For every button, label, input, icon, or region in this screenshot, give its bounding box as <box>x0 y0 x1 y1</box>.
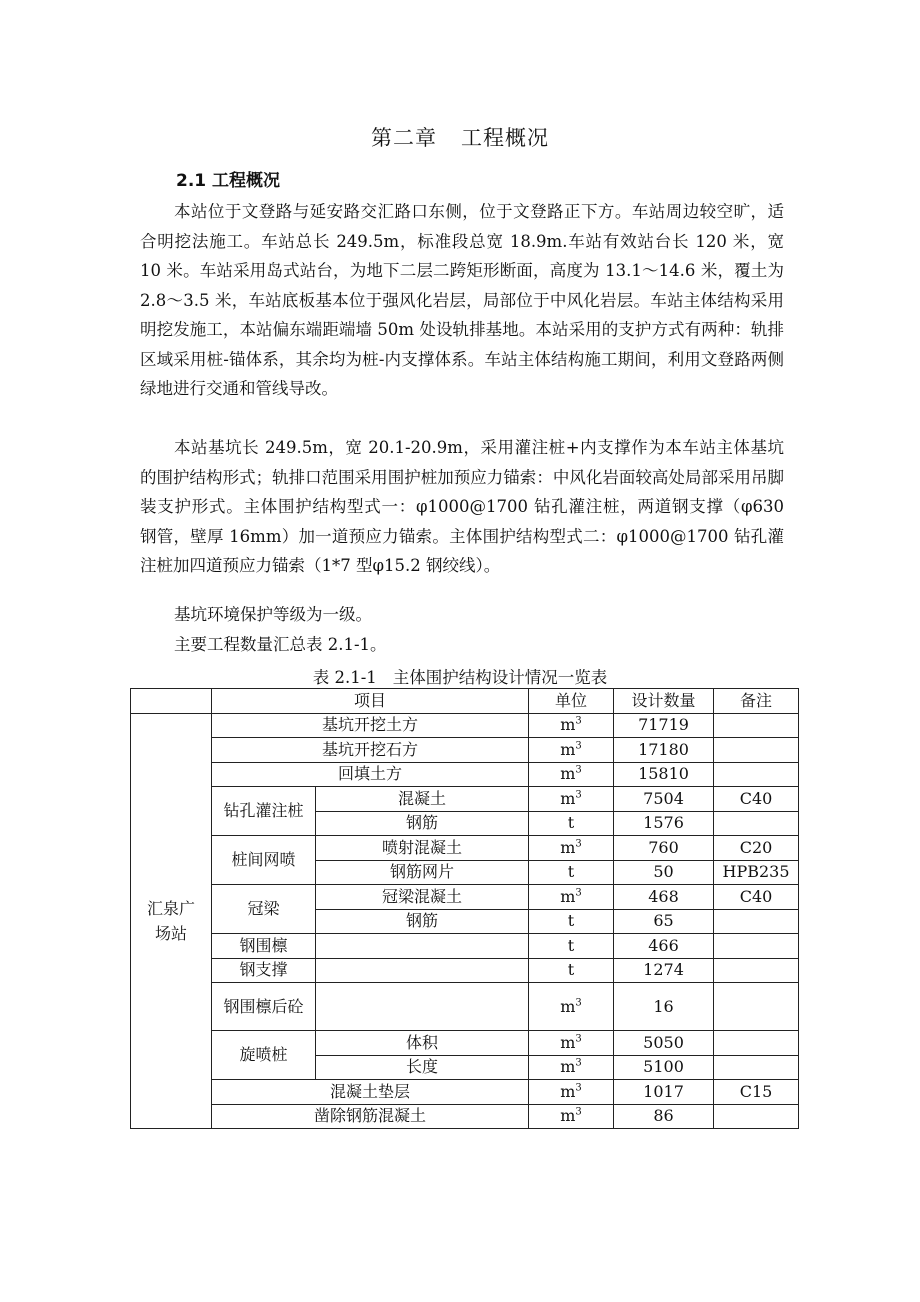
group-cell: 旋喷桩 <box>212 1031 316 1080</box>
unit-cell: $m^3$ <box>529 1031 614 1056</box>
item-cell: 凿除钢筋混凝土 <box>212 1104 529 1129</box>
subitem-cell: 钢筋 <box>316 909 529 934</box>
remark-cell: C15 <box>714 1080 799 1105</box>
header-unit: 单位 <box>529 689 614 714</box>
quantity-cell: 760 <box>614 836 714 861</box>
paragraph-protection-level <box>140 600 784 630</box>
item-cell: 回填土方 <box>212 762 529 787</box>
paragraph-overview <box>140 197 784 404</box>
subitem-cell: 钢筋 <box>316 811 529 836</box>
group-cell: 钢支撑 <box>212 958 316 983</box>
table-row <box>131 738 799 763</box>
quantity-cell: 468 <box>614 885 714 910</box>
remark-cell <box>714 958 799 983</box>
subitem-cell <box>316 983 529 1031</box>
group-cell: 桩间网喷 <box>212 836 316 885</box>
table-row <box>131 1104 799 1129</box>
table-row <box>131 762 799 787</box>
remark-cell: C40 <box>714 787 799 812</box>
quantity-cell: 1017 <box>614 1080 714 1105</box>
table-row <box>131 787 799 812</box>
unit-cell: $m^3$ <box>529 762 614 787</box>
quantity-cell: 5050 <box>614 1031 714 1056</box>
remark-cell <box>714 1031 799 1056</box>
remark-cell <box>714 713 799 738</box>
unit-cell: t <box>529 934 614 959</box>
remark-cell <box>714 1055 799 1080</box>
unit-cell: $m^3$ <box>529 1055 614 1080</box>
subitem-cell <box>316 958 529 983</box>
header-quantity: 设计数量 <box>614 689 714 714</box>
group-cell: 冠梁 <box>212 885 316 934</box>
remark-cell <box>714 909 799 934</box>
station-name-cell: 汇泉广场站 <box>131 713 212 1129</box>
subitem-cell <box>316 934 529 959</box>
remark-cell <box>714 762 799 787</box>
quantity-summary-table <box>130 688 799 1129</box>
group-cell: 钢围檩 <box>212 934 316 959</box>
header-remark: 备注 <box>714 689 799 714</box>
table-row <box>131 1031 799 1056</box>
subitem-cell: 混凝土 <box>316 787 529 812</box>
remark-cell <box>714 934 799 959</box>
unit-cell: $m^3$ <box>529 787 614 812</box>
paragraph-text: 本站基坑长 249.5m，宽 20.1-20.9m，采用灌注桩+内支撑作为本车站主体基坑的围护结构形式；轨排口范围采用围护桩加预应力锚索：中风化岩面较高处局部采用吊脚装支护形式。主体围护结构型式一：φ1000@1700 钻孔灌注桩，两道钢支撑（φ630 钢管，壁厚 16mm）加一道预应力锚索。主体围护结构型式二：φ1000@1700 钻孔灌注桩加四道预应力锚索（1*7 型φ15.2 钢绞线）。 <box>140 438 784 575</box>
item-cell: 基坑开挖土方 <box>212 713 529 738</box>
quantity-cell: 50 <box>614 860 714 885</box>
quantity-cell: 86 <box>614 1104 714 1129</box>
unit-cell: $m^3$ <box>529 738 614 763</box>
unit-cell: $m^3$ <box>529 836 614 861</box>
group-cell: 钢围檩后砼 <box>212 983 316 1031</box>
quantity-cell: 1274 <box>614 958 714 983</box>
unit-cell: $m^3$ <box>529 1080 614 1105</box>
quantity-cell: 17180 <box>614 738 714 763</box>
paragraph-table-reference <box>140 630 784 660</box>
quantity-cell: 466 <box>614 934 714 959</box>
chapter-title <box>0 122 920 152</box>
quantity-cell: 1576 <box>614 811 714 836</box>
table-caption-title: 主体围护结构设计情况一览表 <box>392 668 608 687</box>
paragraph-foundation-pit <box>140 433 784 581</box>
table-row <box>131 836 799 861</box>
table-header-row <box>131 689 799 714</box>
table-row <box>131 934 799 959</box>
subitem-cell: 体积 <box>316 1031 529 1056</box>
remark-cell: C40 <box>714 885 799 910</box>
subitem-cell: 喷射混凝土 <box>316 836 529 861</box>
table-caption-number: 表 2.1-1 <box>312 668 377 687</box>
quantity-cell: 16 <box>614 983 714 1031</box>
section-heading: 2.1 工程概况 <box>176 171 281 191</box>
table-row <box>131 885 799 910</box>
unit-cell: t <box>529 958 614 983</box>
unit-cell: $m^3$ <box>529 885 614 910</box>
paragraph-text: 主要工程数量汇总表 2.1-1。 <box>174 635 387 654</box>
remark-cell <box>714 983 799 1031</box>
remark-cell <box>714 811 799 836</box>
paragraph-text: 本站位于文登路与延安路交汇路口东侧，位于文登路正下方。车站周边较空旷，适合明挖法施工。车站总长 249.5m，标准段总宽 18.9m.车站有效站台长 120 米，宽 10 米。车站采用岛式站台，为地下二层二跨矩形断面，高度为 13.1～14.6 米，覆土为 2.8～3.5 米，车站底板基本位于强风化岩层，局部位于中风化岩层。车站主体结构采用明挖发施工，本站偏东端距端墙 50m 处设轨排基地。本站采用的支护方式有两种：轨排区域采用桩-锚体系，其余均为桩-内支撑体系。车站主体结构施工期间，利用文登路两侧绿地进行交通和管线导改。 <box>140 202 784 398</box>
chapter-number: 第二章 <box>371 126 437 150</box>
unit-cell: t <box>529 811 614 836</box>
unit-cell: t <box>529 860 614 885</box>
remark-cell: HPB235 <box>714 860 799 885</box>
quantity-cell: 7504 <box>614 787 714 812</box>
table-row <box>131 1080 799 1105</box>
subitem-cell: 冠梁混凝土 <box>316 885 529 910</box>
quantity-cell: 15810 <box>614 762 714 787</box>
item-cell: 基坑开挖石方 <box>212 738 529 763</box>
unit-cell: $m^3$ <box>529 1104 614 1129</box>
item-cell: 混凝土垫层 <box>212 1080 529 1105</box>
unit-cell: $m^3$ <box>529 983 614 1031</box>
paragraph-text: 基坑环境保护等级为一级。 <box>174 605 372 624</box>
table-row <box>131 958 799 983</box>
group-cell: 钻孔灌注桩 <box>212 787 316 836</box>
unit-cell: $m^3$ <box>529 713 614 738</box>
quantity-cell: 5100 <box>614 1055 714 1080</box>
chapter-name: 工程概况 <box>461 126 549 150</box>
remark-cell: C20 <box>714 836 799 861</box>
remark-cell <box>714 1104 799 1129</box>
quantity-cell: 65 <box>614 909 714 934</box>
remark-cell <box>714 738 799 763</box>
header-item: 项目 <box>212 689 529 714</box>
unit-cell: t <box>529 909 614 934</box>
subitem-cell: 长度 <box>316 1055 529 1080</box>
table-row <box>131 983 799 1031</box>
table-row <box>131 713 799 738</box>
table-caption <box>0 664 920 688</box>
quantity-cell: 71719 <box>614 713 714 738</box>
header-blank <box>131 689 212 714</box>
subitem-cell: 钢筋网片 <box>316 860 529 885</box>
